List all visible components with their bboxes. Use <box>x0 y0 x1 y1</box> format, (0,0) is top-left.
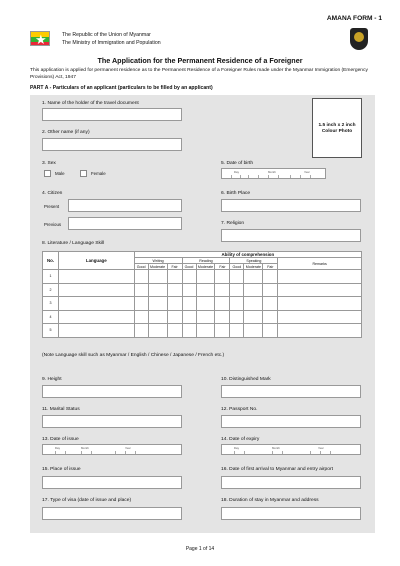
remarks-cell[interactable] <box>278 310 362 324</box>
photo-type-label: Colour Photo <box>321 129 353 134</box>
remarks-cell[interactable] <box>278 283 362 297</box>
col-language-header: Language <box>58 252 134 270</box>
issue-month-label: Month <box>81 446 89 450</box>
row-number: 4 <box>43 310 59 324</box>
dob-day-label: Day <box>234 170 239 174</box>
dob-label: 5. Date of birth <box>221 161 254 166</box>
mark-field[interactable] <box>221 385 361 398</box>
expiry-month-label: Month <box>272 446 280 450</box>
citizen-label: 4. Citizen <box>42 191 63 196</box>
language-skill-table <box>42 251 362 338</box>
male-checkbox[interactable] <box>44 170 51 177</box>
reading-header: Reading <box>182 258 230 264</box>
part-a-heading: PART A - Particulars of an applicant (particulars to be filled by an applicant) <box>30 85 213 91</box>
reading-good: Good <box>182 264 196 270</box>
religion-field[interactable] <box>221 229 361 242</box>
dob-year-label: Year <box>304 170 310 174</box>
sex-label: 3. Sex <box>42 161 56 166</box>
speaking-good: Good <box>230 264 244 270</box>
reading-fair: Fair <box>215 264 230 270</box>
male-label: Male <box>55 171 65 176</box>
ministry-name: The Ministry of Immigration and Population <box>62 40 161 46</box>
writing-fair: Fair <box>167 264 182 270</box>
stay-field[interactable] <box>221 507 361 520</box>
passport-no-field[interactable] <box>221 415 361 428</box>
ability-header: Ability of comprehension <box>134 252 361 258</box>
speaking-moderate: Moderate <box>245 264 261 269</box>
myanmar-flag-icon: ★ <box>30 31 50 46</box>
female-label: Female <box>91 171 106 176</box>
dob-field[interactable] <box>221 168 326 179</box>
language-cell[interactable] <box>58 297 134 311</box>
table-row <box>43 283 362 297</box>
height-field[interactable] <box>42 385 182 398</box>
expiry-year-label: Year <box>318 446 324 450</box>
expiry-date-field[interactable] <box>221 444 361 455</box>
language-cell[interactable] <box>58 283 134 297</box>
other-name-label: 2. Other name (if any) <box>42 130 90 135</box>
name-field[interactable] <box>42 108 182 121</box>
table-row <box>43 270 362 284</box>
row-number: 3 <box>43 297 59 311</box>
photo-box[interactable] <box>312 98 362 158</box>
height-label: 9. Height <box>42 377 62 382</box>
mark-label: 10. Distinguished Mark <box>221 377 271 382</box>
writing-header: Writing <box>134 258 182 264</box>
reading-moderate: Moderate <box>197 264 214 269</box>
expiry-day-label: Day <box>234 446 239 450</box>
birth-place-field[interactable] <box>221 199 361 212</box>
intro-text: This application is applied for permanent residence as to the Permanent Residence of a Foreigner Rules made under the Myanmar Immigration (Emergency Provisions) Act, 1947 <box>30 68 368 80</box>
passport-no-label: 12. Passport No. <box>221 407 258 412</box>
issue-place-field[interactable] <box>42 476 182 489</box>
citizen-previous-field[interactable] <box>68 217 182 230</box>
row-number: 2 <box>43 283 59 297</box>
visa-type-label: 17. Type of visa (date of issue and place) <box>42 498 132 503</box>
stay-label: 18. Duration of stay in Myanmar and address <box>221 498 319 503</box>
ministry-emblem-icon <box>350 28 368 50</box>
col-no-header: No. <box>43 252 59 270</box>
row-number: 5 <box>43 324 59 338</box>
language-cell[interactable] <box>58 270 134 284</box>
table-row <box>43 297 362 311</box>
citizen-present-label: Present <box>44 204 60 209</box>
literature-label: 8. Literature / Language Skill <box>42 241 105 246</box>
issue-day-label: Day <box>55 446 60 450</box>
photo-size-label: 1.5 inch x 2 inch <box>318 123 356 128</box>
citizen-previous-label: Previous <box>44 222 62 227</box>
page-number: Page 1 of 14 <box>185 546 215 552</box>
other-name-field[interactable] <box>42 138 182 151</box>
citizen-present-field[interactable] <box>68 199 182 212</box>
speaking-header: Speaking <box>230 258 278 264</box>
remarks-header: Remarks <box>278 258 362 270</box>
female-checkbox[interactable] <box>80 170 87 177</box>
issue-date-label: 13. Date of issue <box>42 437 79 442</box>
form-code: AMANA FORM - 1 <box>326 15 382 22</box>
arrival-label: 16. Date of first arrival to Myanmar and entry airport <box>221 467 333 472</box>
language-cell[interactable] <box>58 324 134 338</box>
marital-status-label: 11. Marital Status <box>42 407 80 412</box>
row-number: 1 <box>43 270 59 284</box>
table-row <box>43 324 362 338</box>
remarks-cell[interactable] <box>278 324 362 338</box>
form-title: The Application for the Permanent Residence of a Foreigner <box>97 56 303 65</box>
writing-good: Good <box>134 264 148 270</box>
visa-type-field[interactable] <box>42 507 182 520</box>
marital-status-field[interactable] <box>42 415 182 428</box>
writing-moderate: Moderate <box>150 264 166 269</box>
birth-place-label: 6. Birth Place <box>221 191 251 196</box>
remarks-cell[interactable] <box>278 270 362 284</box>
speaking-fair: Fair <box>263 264 278 270</box>
dob-month-label: Month <box>268 170 276 174</box>
republic-name: The Republic of the Union of Myanmar <box>62 32 151 38</box>
issue-year-label: Year <box>125 446 131 450</box>
language-cell[interactable] <box>58 310 134 324</box>
arrival-field[interactable] <box>221 476 361 489</box>
religion-label: 7. Religion <box>221 221 245 226</box>
expiry-date-label: 14. Date of expiry <box>221 437 260 442</box>
language-note: (Note Language skill such as Myanmar / English / Chinese / Japanese / French etc.) <box>42 353 225 358</box>
remarks-cell[interactable] <box>278 297 362 311</box>
issue-place-label: 15. Place of issue <box>42 467 81 472</box>
issue-date-field[interactable] <box>42 444 182 455</box>
name-label: 1. Name of the holder of the travel document <box>42 101 139 106</box>
table-row <box>43 310 362 324</box>
